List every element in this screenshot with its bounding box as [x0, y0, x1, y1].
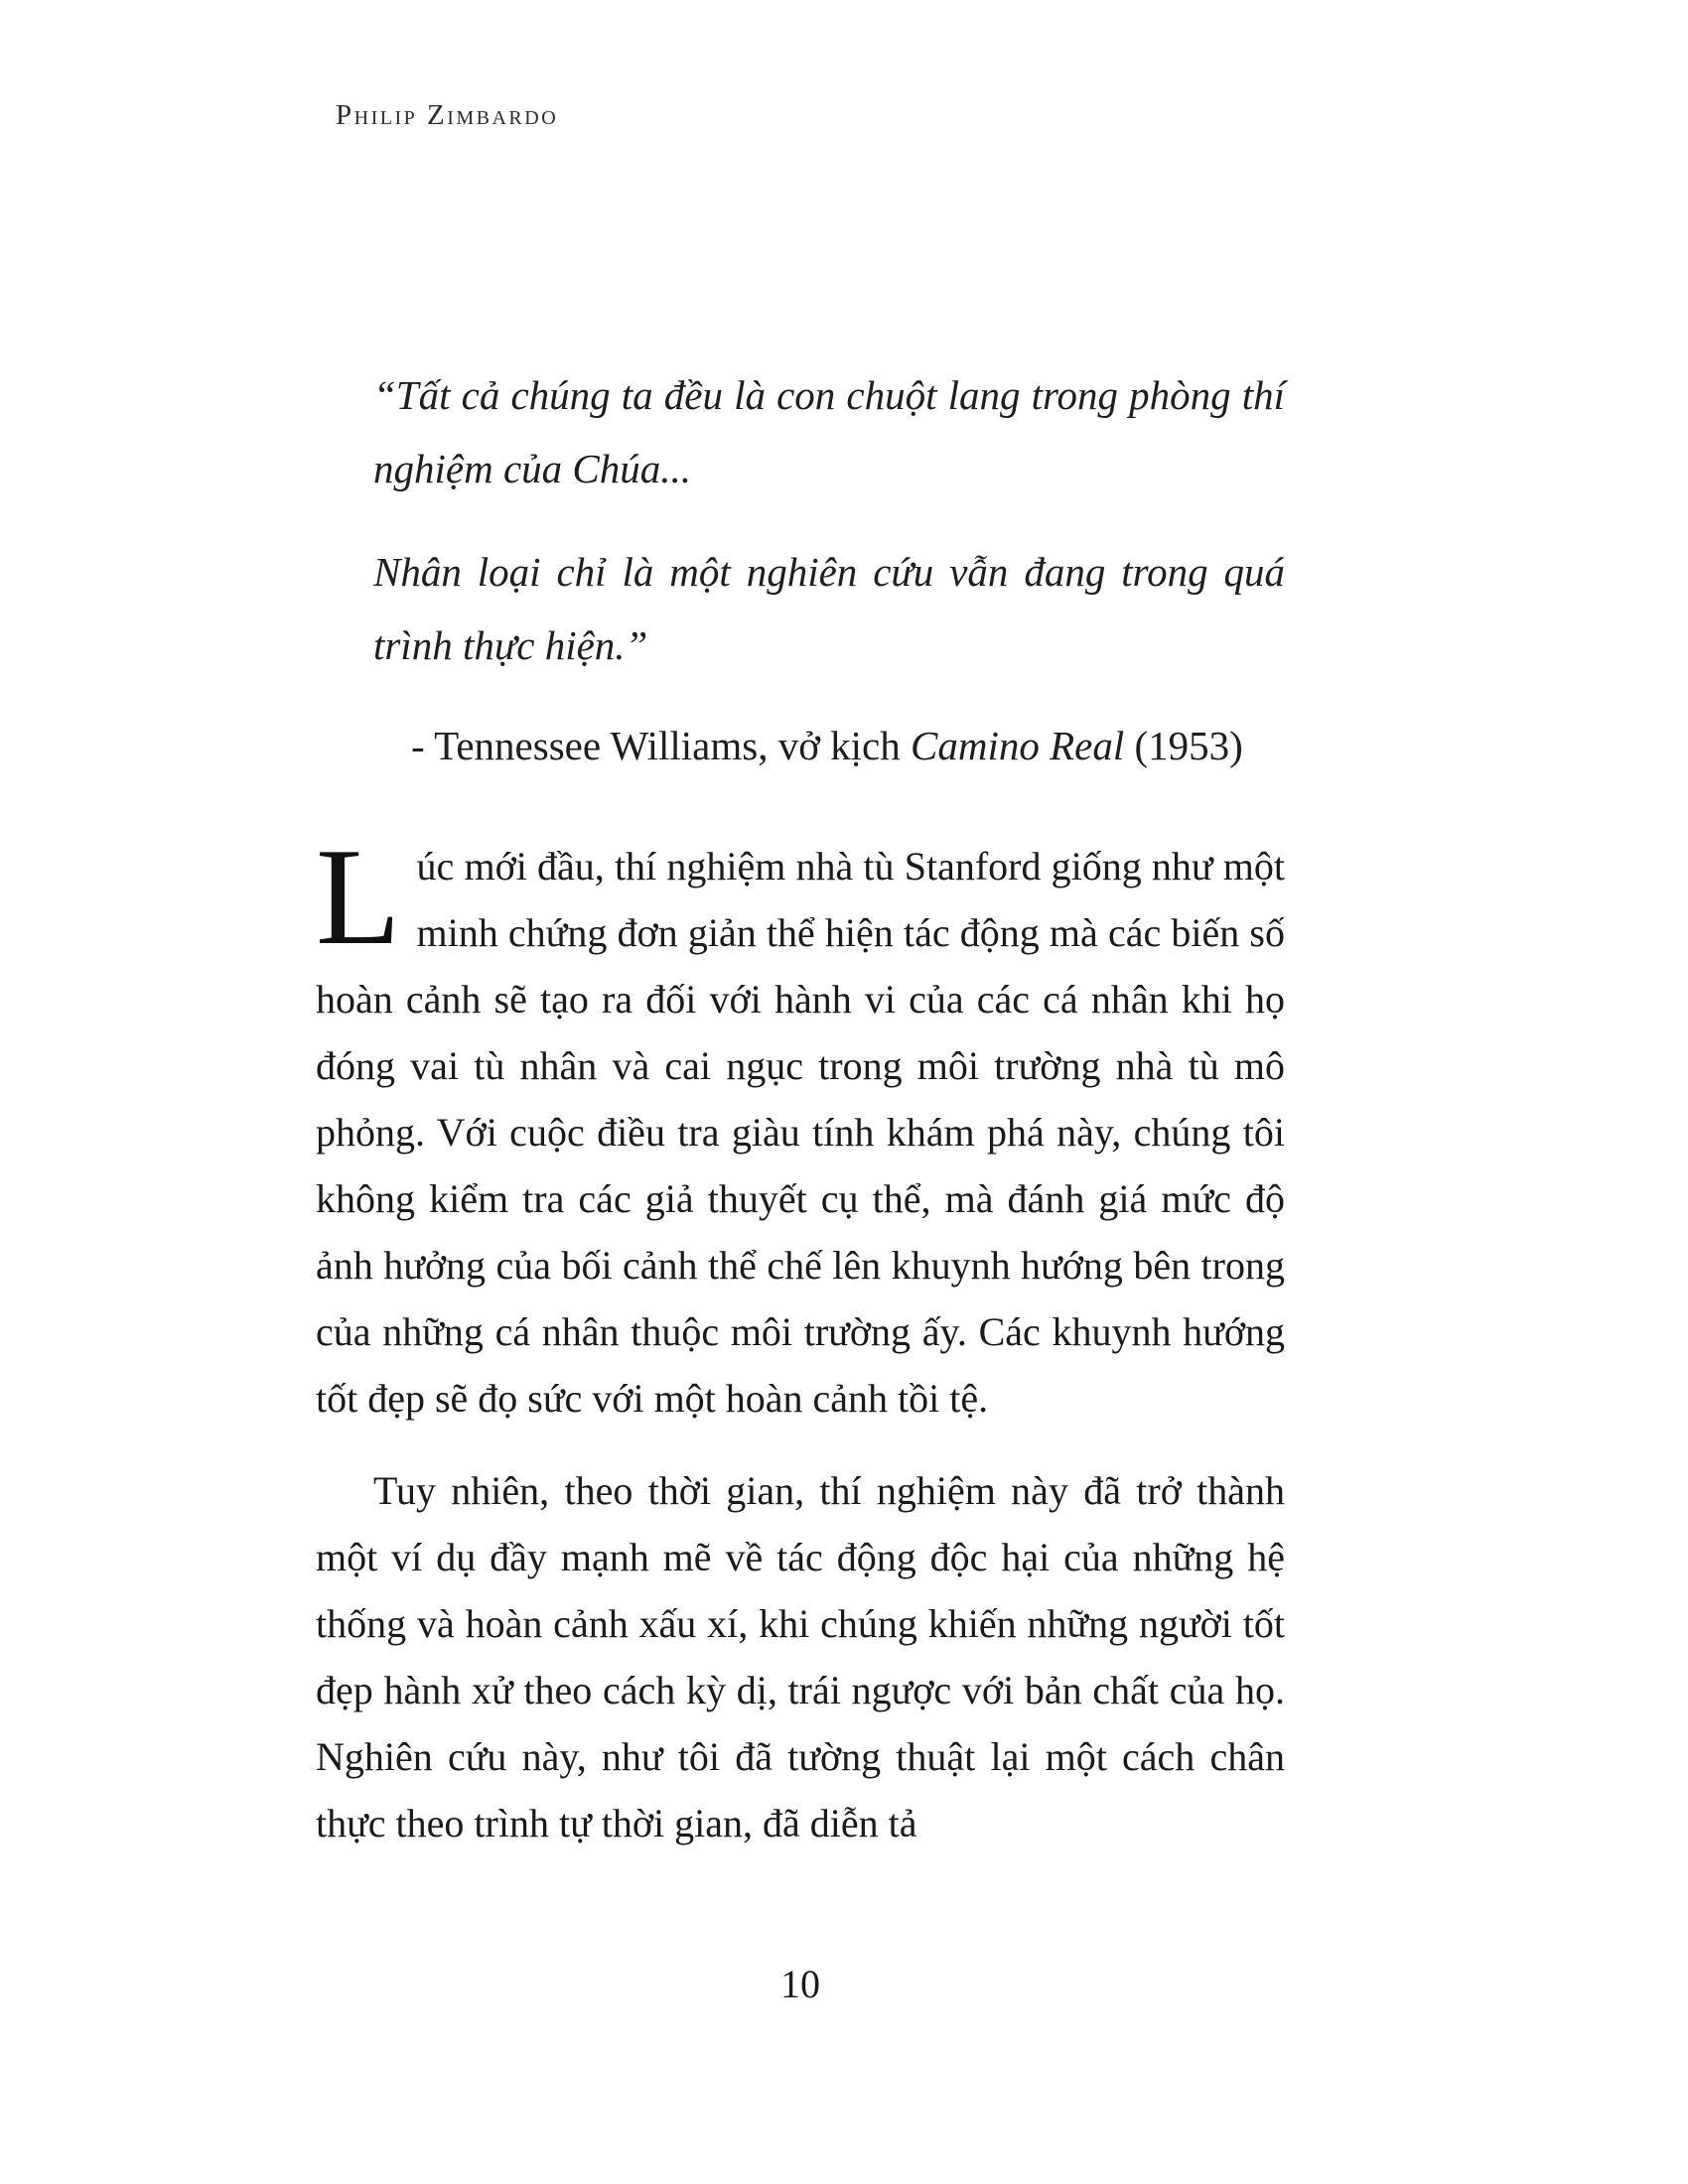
- attribution-text: - Tennessee Williams, vở kịch: [411, 723, 911, 768]
- quote-paragraph: “Tất cả chúng ta đều là con chuột lang trong phòng thí nghiệm của Chúa...: [373, 372, 1285, 491]
- epigraph-quote: [373, 358, 1285, 682]
- quote-attribution: [411, 722, 1285, 769]
- attribution-year: (1953): [1124, 723, 1243, 768]
- attribution-work-title: Camino Real: [911, 723, 1125, 768]
- running-header-author: Philip Zimbardo: [336, 99, 559, 131]
- quote-paragraph: Nhân loại chỉ là một nghiên cứu vẫn đang trong quá trình thực hiện.”: [373, 549, 1285, 668]
- body-paragraph: Tuy nhiên, theo thời gian, thí nghiệm này đã trở thành một ví dụ đầy mạnh mẽ về tác động độc hại của những hệ thống và hoàn cảnh xấu xí, khi chúng khiến những người tốt đẹp hành xử theo cách kỳ dị, trái ngược với bản chất của họ. Nghiên cứu này, như tôi đã tường thuật lại một cách chân thực theo trình tự thời gian, đã diễn tả: [316, 1468, 1285, 1845]
- paragraph-text: úc mới đầu, thí nghiệm nhà tù Stanford giống như một minh chứng đơn giản thể hiện tác động mà các biến số hoàn cảnh sẽ tạo ra đối với hành vi của các cá nhân khi họ đóng vai tù nhân và cai ngục trong môi trường nhà tù mô phỏng. Với cuộc điều tra giàu tính khám phá này, chúng tôi không kiểm tra các giả thuyết cụ thể, mà đánh giá mức độ ảnh hưởng của bối cảnh thể chế lên khuynh hướng bên trong của những cá nhân thuộc môi trường ấy. Các khuynh hướng tốt đẹp sẽ đọ sức với một hoàn cảnh tồi tệ.: [316, 844, 1285, 1421]
- body-paragraph: [316, 820, 1285, 1432]
- page-number: 10: [780, 1962, 820, 2006]
- dropcap-letter: L: [316, 820, 401, 974]
